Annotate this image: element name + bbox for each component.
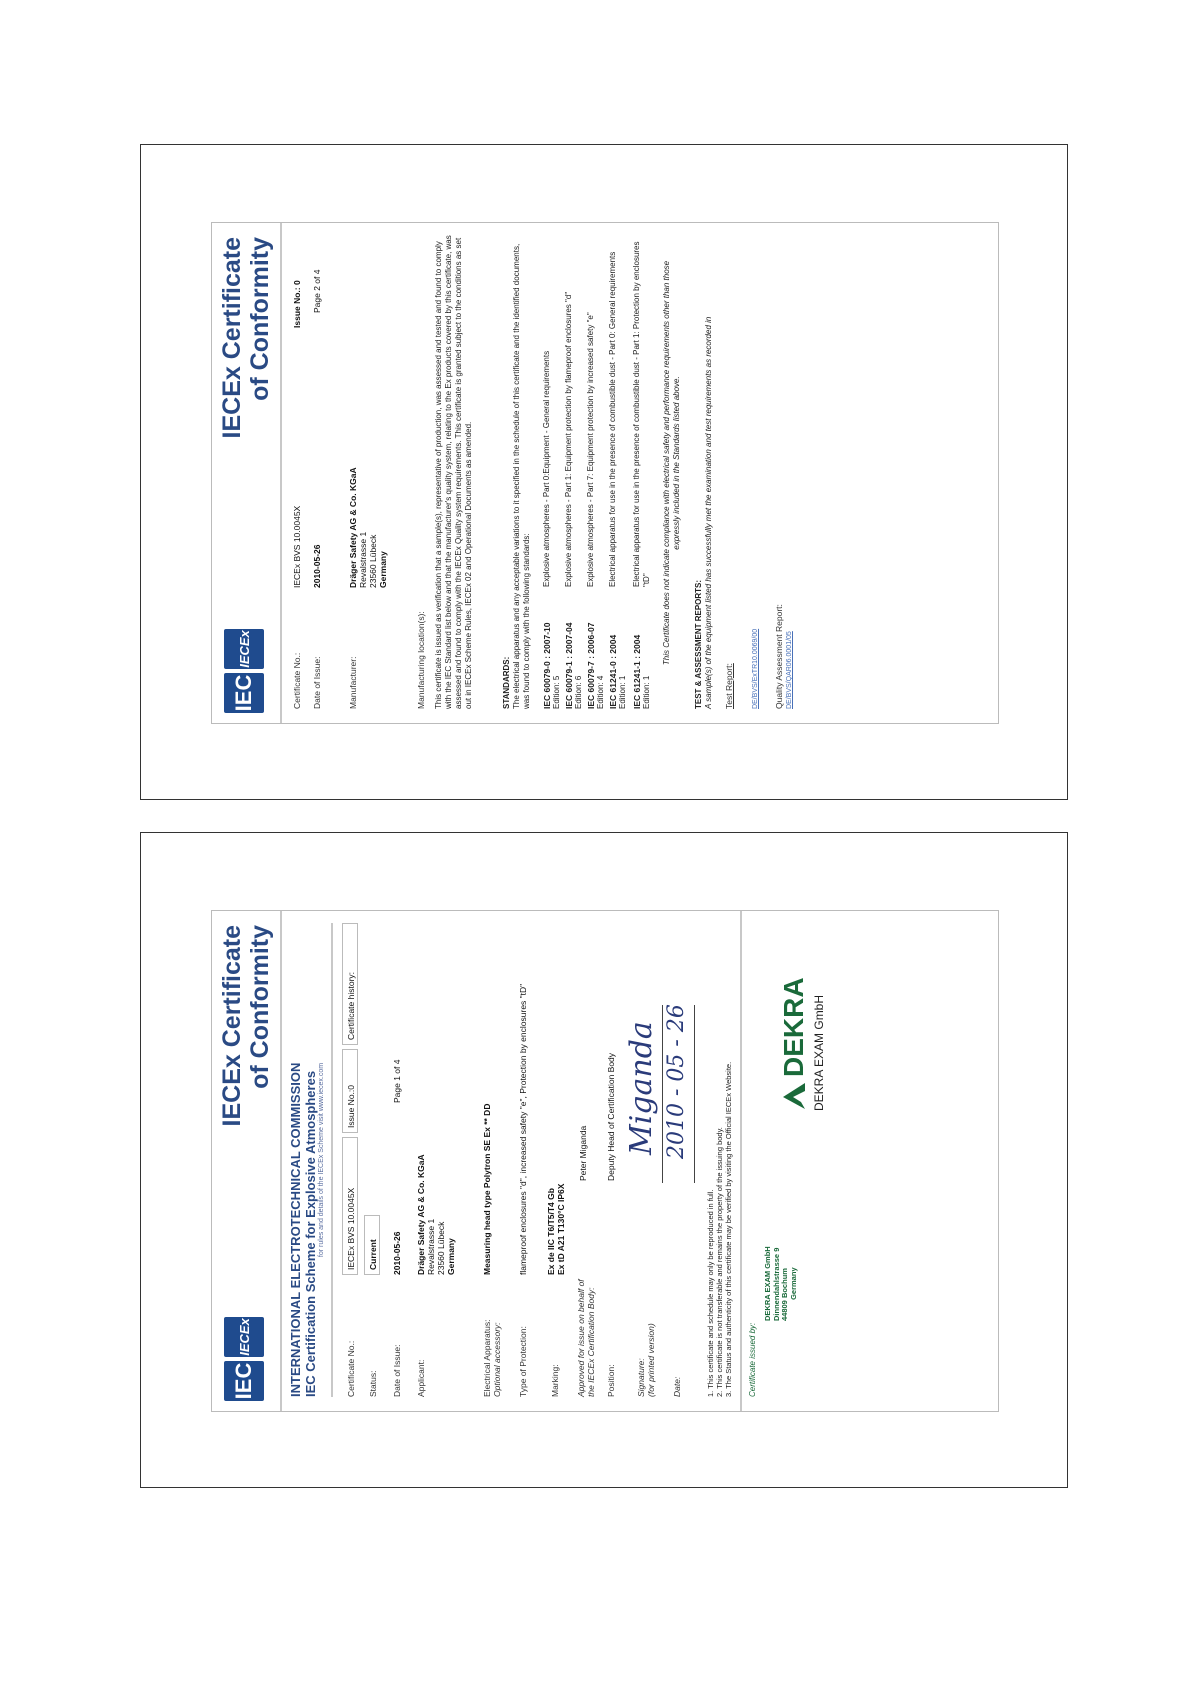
protection-value: flameproof enclosures "d", increased safety "e", Protection by enclosures "tD" [518, 983, 528, 1275]
certificate-page-1-frame [140, 832, 1068, 1488]
date-of-issue-value: 2010-05-26 [312, 544, 322, 588]
marking-line-1: Ex de IIC T6/T5/T4 Gb [546, 1188, 556, 1275]
cert-no-value: IECEx BVS 10.0045X [292, 505, 302, 588]
standard-description: Explosive atmospheres - Part 7: Equipment protection by increased safety "e" [586, 312, 595, 587]
handwritten-date: 2010 - 05 - 26 [664, 1004, 689, 1159]
date-signature-label: Date: [672, 1376, 682, 1397]
applicant-address [416, 1154, 456, 1275]
issuer-country: Germany [788, 1267, 798, 1300]
dekra-subtitle: DEKRA EXAM GmbH [812, 994, 826, 1111]
page-1-header [212, 911, 282, 1411]
date-of-issue-label: Date of Issue: [392, 1344, 402, 1397]
standard-description: Electrical apparatus for use in the presence of combustible dust - Part 1: Protection by enclosures "tD" [632, 241, 651, 587]
test-reports-heading: TEST & ASSESSMENT REPORTS: [694, 579, 703, 709]
position-value: Deputy Head of Certification Body [606, 1052, 616, 1181]
scheme-name: IEC Certification Scheme for Explosive Atmospheres [303, 1070, 318, 1397]
disclaimer: This Certificate does not indicate compliance with electrical safety and performance requirements other than those expressly included in the Standards listed above. [662, 260, 681, 666]
issuer-city: 44809 Bochum [780, 1268, 789, 1321]
signature-note: (for printed version) [646, 1323, 656, 1397]
standard-edition: Edition: 5 [552, 675, 561, 709]
standard-description: Explosive atmospheres - Part 1: Equipment protection by flameproof enclosures "d" [564, 291, 573, 587]
standard-code: IEC 61241-0 : 2004 [608, 634, 618, 709]
certificate-history: Certificate history: [342, 923, 358, 1045]
iec-logo: IEC [224, 673, 264, 713]
issue-no: Issue No.:0 [342, 1049, 358, 1133]
applicant-label: Applicant: [416, 1359, 426, 1397]
standards-heading: STANDARDS: [502, 656, 511, 709]
page-2-header [212, 223, 282, 723]
position-label: Position: [606, 1364, 616, 1397]
note-3: 3. The Status and authenticity of this certificate may be verified by visiting the Official IECEx Website. [724, 1061, 733, 1397]
signature-label: Signature: [636, 1358, 646, 1397]
verification-paragraph: This certificate is issued as verification that a sample(s), representative of production, was assessed and tested and found to comply with the IEC Standard list below and that the manufacturer's quality system, relating to the Ex products covered by this certificate, was assessed and found to comply with the IECEx Quality system requirements. This certificate is granted subject to the conditions as set out in IECEx Scheme Rules, IECEx 02 and Operational Documents as amended. [434, 235, 473, 709]
page-number: Page 2 of 4 [312, 269, 322, 313]
manufacturer-country: Germany [378, 551, 388, 588]
electrical-apparatus-label: Electrical Apparatus: [482, 1319, 492, 1397]
standard-edition: Edition: 1 [618, 675, 627, 709]
standard-code: IEC 60079-0 : 2007-10 [542, 622, 552, 709]
certificate-page-1 [211, 910, 999, 1412]
test-report-link[interactable]: DE/BVS/ExTR10.0069/00 [752, 628, 759, 709]
apparatus-value: Measuring head type Polytron SE Ex ** DD [482, 1103, 492, 1275]
manufacturer-address [348, 467, 388, 588]
date-line [694, 1005, 695, 1183]
title-line-1: IECEx Certificate [218, 237, 246, 439]
issuer-name: DEKRA EXAM GmbH [763, 1246, 772, 1321]
issuer-stamp [764, 1246, 798, 1321]
applicant-city: 23560 Lübeck [436, 1221, 446, 1275]
optional-accessory-label: Optional accessory: [492, 1322, 502, 1397]
note-1: 1. This certificate and schedule may only be reproduced in full. [706, 1189, 715, 1397]
scheme-website-note: for rules and details of the IECEx Scheme visit www.iecex.com [318, 1062, 325, 1258]
approver-name: Peter Miganda [578, 1125, 588, 1181]
standard-description: Explosive atmospheres - Part 0:Equipment - General requirements [542, 350, 551, 587]
page-number: Page 1 of 4 [392, 1059, 402, 1103]
apparatus-label [482, 1320, 502, 1397]
handwritten-signature: Miganda [624, 1021, 659, 1155]
cert-no-label: Certificate No.: [292, 652, 302, 709]
certificate-page-2-frame [140, 144, 1068, 800]
qar-link[interactable]: DE/BVS/QAR06.0001/05 [786, 631, 793, 709]
marking-line-2: Ex tD A21 T130°C IP6X [556, 1183, 566, 1275]
applicant-name: Dräger Safety AG & Co. KGaA [416, 1154, 426, 1275]
manufacturer-city: 23560 Lübeck [368, 534, 378, 588]
applicant-street: Revalstrasse 1 [426, 1218, 436, 1275]
organisation-block [288, 923, 333, 1397]
issue-no: Issue No.: 0 [292, 280, 302, 328]
signature-label-block [636, 1323, 656, 1397]
date-of-issue-value: 2010-05-26 [392, 1231, 402, 1275]
iecex-logo: IECEx [224, 1317, 264, 1357]
status-label: Status: [368, 1370, 378, 1397]
certificate-page-2 [211, 222, 999, 724]
dekra-logo [778, 977, 826, 1111]
standard-edition: Edition: 1 [642, 675, 651, 709]
footer-divider [740, 911, 742, 1411]
certificate-notes [706, 923, 733, 1397]
title-line-2: of Conformity [246, 237, 274, 401]
issuer-street: Dinnendahlstrasse 9 [771, 1247, 781, 1321]
applicant-country: Germany [446, 1238, 456, 1275]
standard-code: IEC 61241-1 : 2004 [632, 634, 642, 709]
test-reports-intro: A sample(s) of the equipment listed has successfully met the examination and test requirements as recorded in [704, 316, 713, 709]
dekra-logo-text: DEKRA [778, 977, 809, 1077]
standard-edition: Edition: 4 [596, 675, 605, 709]
standard-description: Electrical apparatus for use in the presence of combustible dust - Part 0: General requirements [608, 251, 617, 587]
issued-by-label: Certificate issued by: [748, 1322, 757, 1397]
manufacturer-street: Revalstrasse 1 [358, 531, 368, 588]
date-of-issue-label: Date of Issue: [312, 656, 322, 709]
approved-label: Approved for issue on behalf of the IECEx Certification Body: [576, 1279, 596, 1397]
page-2-title [218, 237, 274, 438]
iecex-logo: IECEx [224, 629, 264, 669]
iec-logo: IEC [224, 1361, 264, 1401]
standard-edition: Edition: 6 [574, 675, 583, 709]
dekra-arrow-icon [779, 1081, 809, 1111]
title-line-1: IECEx Certificate [218, 925, 246, 1127]
signature-line [662, 1005, 663, 1183]
manufacturing-location-label: Manufacturing location(s): [416, 611, 426, 709]
note-2: 2. This certificate is not transferable and remains the property of the issuing body. [715, 1127, 724, 1397]
manufacturer-label: Manufacturer: [348, 656, 358, 709]
standards-intro: The electrical apparatus and any acceptable variations to it specified in the schedule of this certificate and the identified documents, was found to comply with the following standards: [512, 243, 531, 709]
marking-label: Marking: [550, 1364, 560, 1397]
status-badge: Current [364, 1215, 380, 1275]
qar-label: Quality Assessment Report: [774, 604, 784, 709]
standard-code: IEC 60079-1 : 2007-04 [564, 622, 574, 709]
title-line-2: of Conformity [246, 925, 274, 1089]
standard-code: IEC 60079-7 : 2006-07 [586, 622, 596, 709]
marking-value [546, 1184, 566, 1275]
protection-label: Type of Protection: [518, 1326, 528, 1397]
organisation-name: INTERNATIONAL ELECTROTECHNICAL COMMISSION [288, 1062, 303, 1397]
page-1-title [218, 925, 274, 1126]
cert-no-label: Certificate No.: [346, 1340, 356, 1397]
test-report-label: Test Report: [724, 663, 734, 709]
manufacturer-name: Dräger Safety AG & Co. KGaA [348, 467, 358, 588]
cert-no-value: IECEx BVS 10.0045X [342, 1137, 358, 1275]
